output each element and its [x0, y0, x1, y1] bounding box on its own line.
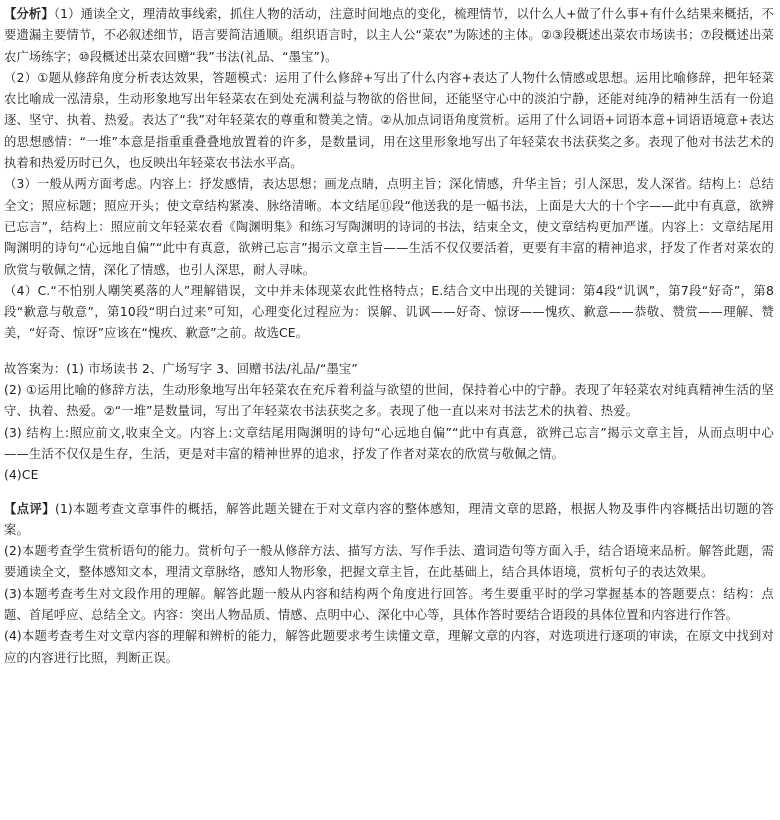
review-paragraph-1: [4, 499, 774, 542]
review-tag: 【点评】: [4, 501, 55, 516]
answer-paragraph-4: (4)CE: [4, 468, 39, 483]
analysis-paragraph-3: （3）一般从两方面考虑。内容上：抒发感情，表达思想；画龙点睛，点明主旨；深化情感，升华主旨；引人深思，发人深省。结构上：总结全文；照应标题；照应开头；使文章结构紧凑、脉络清晰。本文结尾⑪段“他送我的是一幅书法，上面是大大的十个字——此中有真意，欲辨已忘言”，结构上：照应前文年轻菜农看《陶渊明集》和练习写陶渊明的诗词的书法，结束全文，使文章结构更加严谨。内容上：文章结尾用陶渊明的诗句“心远地自偏”“此中有真意，欲辨己忘言”揭示文章主旨——生活不仅仅要活着，更要有丰富的精神追求，抒发了作者对菜农的欣赏与敬佩之情，深化了情感，也引人深思，耐人寻味。: [4, 177, 774, 277]
analysis-tag: 【分析】: [4, 7, 54, 21]
analysis-paragraph-1: [4, 4, 774, 68]
answer-paragraph-1: 故答案为：(1) 市场读书 2、广场写字 3、回赠书法/礼品/“墨宝”: [4, 361, 358, 376]
answer-section: [4, 359, 774, 487]
section-spacer: [4, 487, 774, 499]
review-text-1: (1)本题考查文章事件的概括，解答此题关键在于对文章内容的整体感知，理清文章的思路，根据人物及事件内容概括出切题的答案。: [4, 501, 774, 537]
answer-paragraph-2: (2) ①运用比喻的修辞方法，生动形象地写出年轻菜农在充斥着利益与欲望的世间，保持着心中的宁静。表现了年轻菜农对纯真精神生活的坚守、执着、热爱。②“一堆”是数量词，写出了年轻菜农书法获奖之多。表现了他一直以来对书法艺术的执着、热爱。: [4, 383, 774, 419]
analysis-section: [4, 4, 774, 345]
review-section: [4, 499, 774, 669]
review-paragraph-4: (4)本题考查考生对文章内容的理解和辨析的能力，解答此题要求考生读懂文章，理解文章的内容，对选项进行逐项的审读，在原文中找到对应的内容进行比照，判断正误。: [4, 629, 774, 665]
review-paragraph-3: (3)本题考查考生对文段作用的理解。解答此题一般从内容和结构两个角度进行回答。考生要重平时的学习掌握基本的答题要点：结构：点题、首尾呼应、总结全文。内容：突出人物品质、情感、点明中心、深化中心等，具体作答时要结合语段的具体位置和内容进行作答。: [4, 586, 774, 623]
review-paragraph-2: (2)本题考查学生赏析语句的能力。赏析句子一般从修辞方法、描写方法、写作手法、遣词造句等方面入手，结合语境来品析。解答此题，需要通读全文，整体感知文本，理清文章脉络，感知人物形象，把握文章主旨，在此基础上，结合具体语境，赏析句子的表达效果。: [4, 544, 774, 580]
analysis-paragraph-4: （4）C.“不怕别人嘲笑奚落的人”理解错误，文中并未体现菜农此性格特点；E.结合文中出现的关键词：第4段“讥讽”，第7段“好奇”，第8段“歉意与敬意”，第10段“明白过来”可知，心理变化过程应为：误解、讥讽——好奇、惊讶——愧疚、歉意——恭敬、赞赏——理解、赞美，“好奇、惊讶”应该在“愧疚、歉意”之前。故选CE。: [4, 283, 774, 341]
section-spacer: [4, 345, 774, 359]
answer-paragraph-3: (3) 结构上:照应前文,收束全文。内容上:文章结尾用陶渊明的诗句“心远地自偏”“此中有真意，欲辨己忘言”揭示文章主旨，从而点明中心——生活不仅仅是生存，生活，更是对丰富的精神世界的追求，抒发了作者对菜农的欣赏与敬佩之情。: [4, 425, 774, 461]
analysis-paragraph-2: （2）①题从修辞角度分析表达效果，答题模式：运用了什么修辞+写出了什么内容+表达了人物什么情感或思想。运用比喻修辞，把年轻菜农比喻成一泓清泉，生动形象地写出年轻菜农在到处充满利益与物欲的俗世间，还能坚守心中的淡泊宁静，还能对纯净的精神生活有一份追逐、坚守、执着、热爱。表达了“我”对年轻菜农的尊重和赞美之情。②从加点词语角度赏析。运用了什么词语+词语本意+词语语境意+表达的思想感情：“一堆”本意是指重重叠叠地放置着的许多，是数量词，用在这里形象地写出了年轻菜农书法获奖之多。表现了他对书法艺术的执着和热爱历时已久，也反映出年轻菜农书法水平高。: [4, 70, 774, 171]
analysis-text-1: （1）通读全文，理清故事线索，抓住人物的活动，注意时间地点的变化，梳理情节，以什么人+做了什么事+有什么结果来概括，不要遗漏主要情节，不必叙述细节，语言要简洁通顺。组织语言时，以主人公“菜农”为陈述的主体。②③段概述出菜农市场读书；⑦段概述出菜农广场练字；⑩段概述出菜农回赠“我”书法(礼品、“墨宝”)。: [4, 7, 774, 64]
